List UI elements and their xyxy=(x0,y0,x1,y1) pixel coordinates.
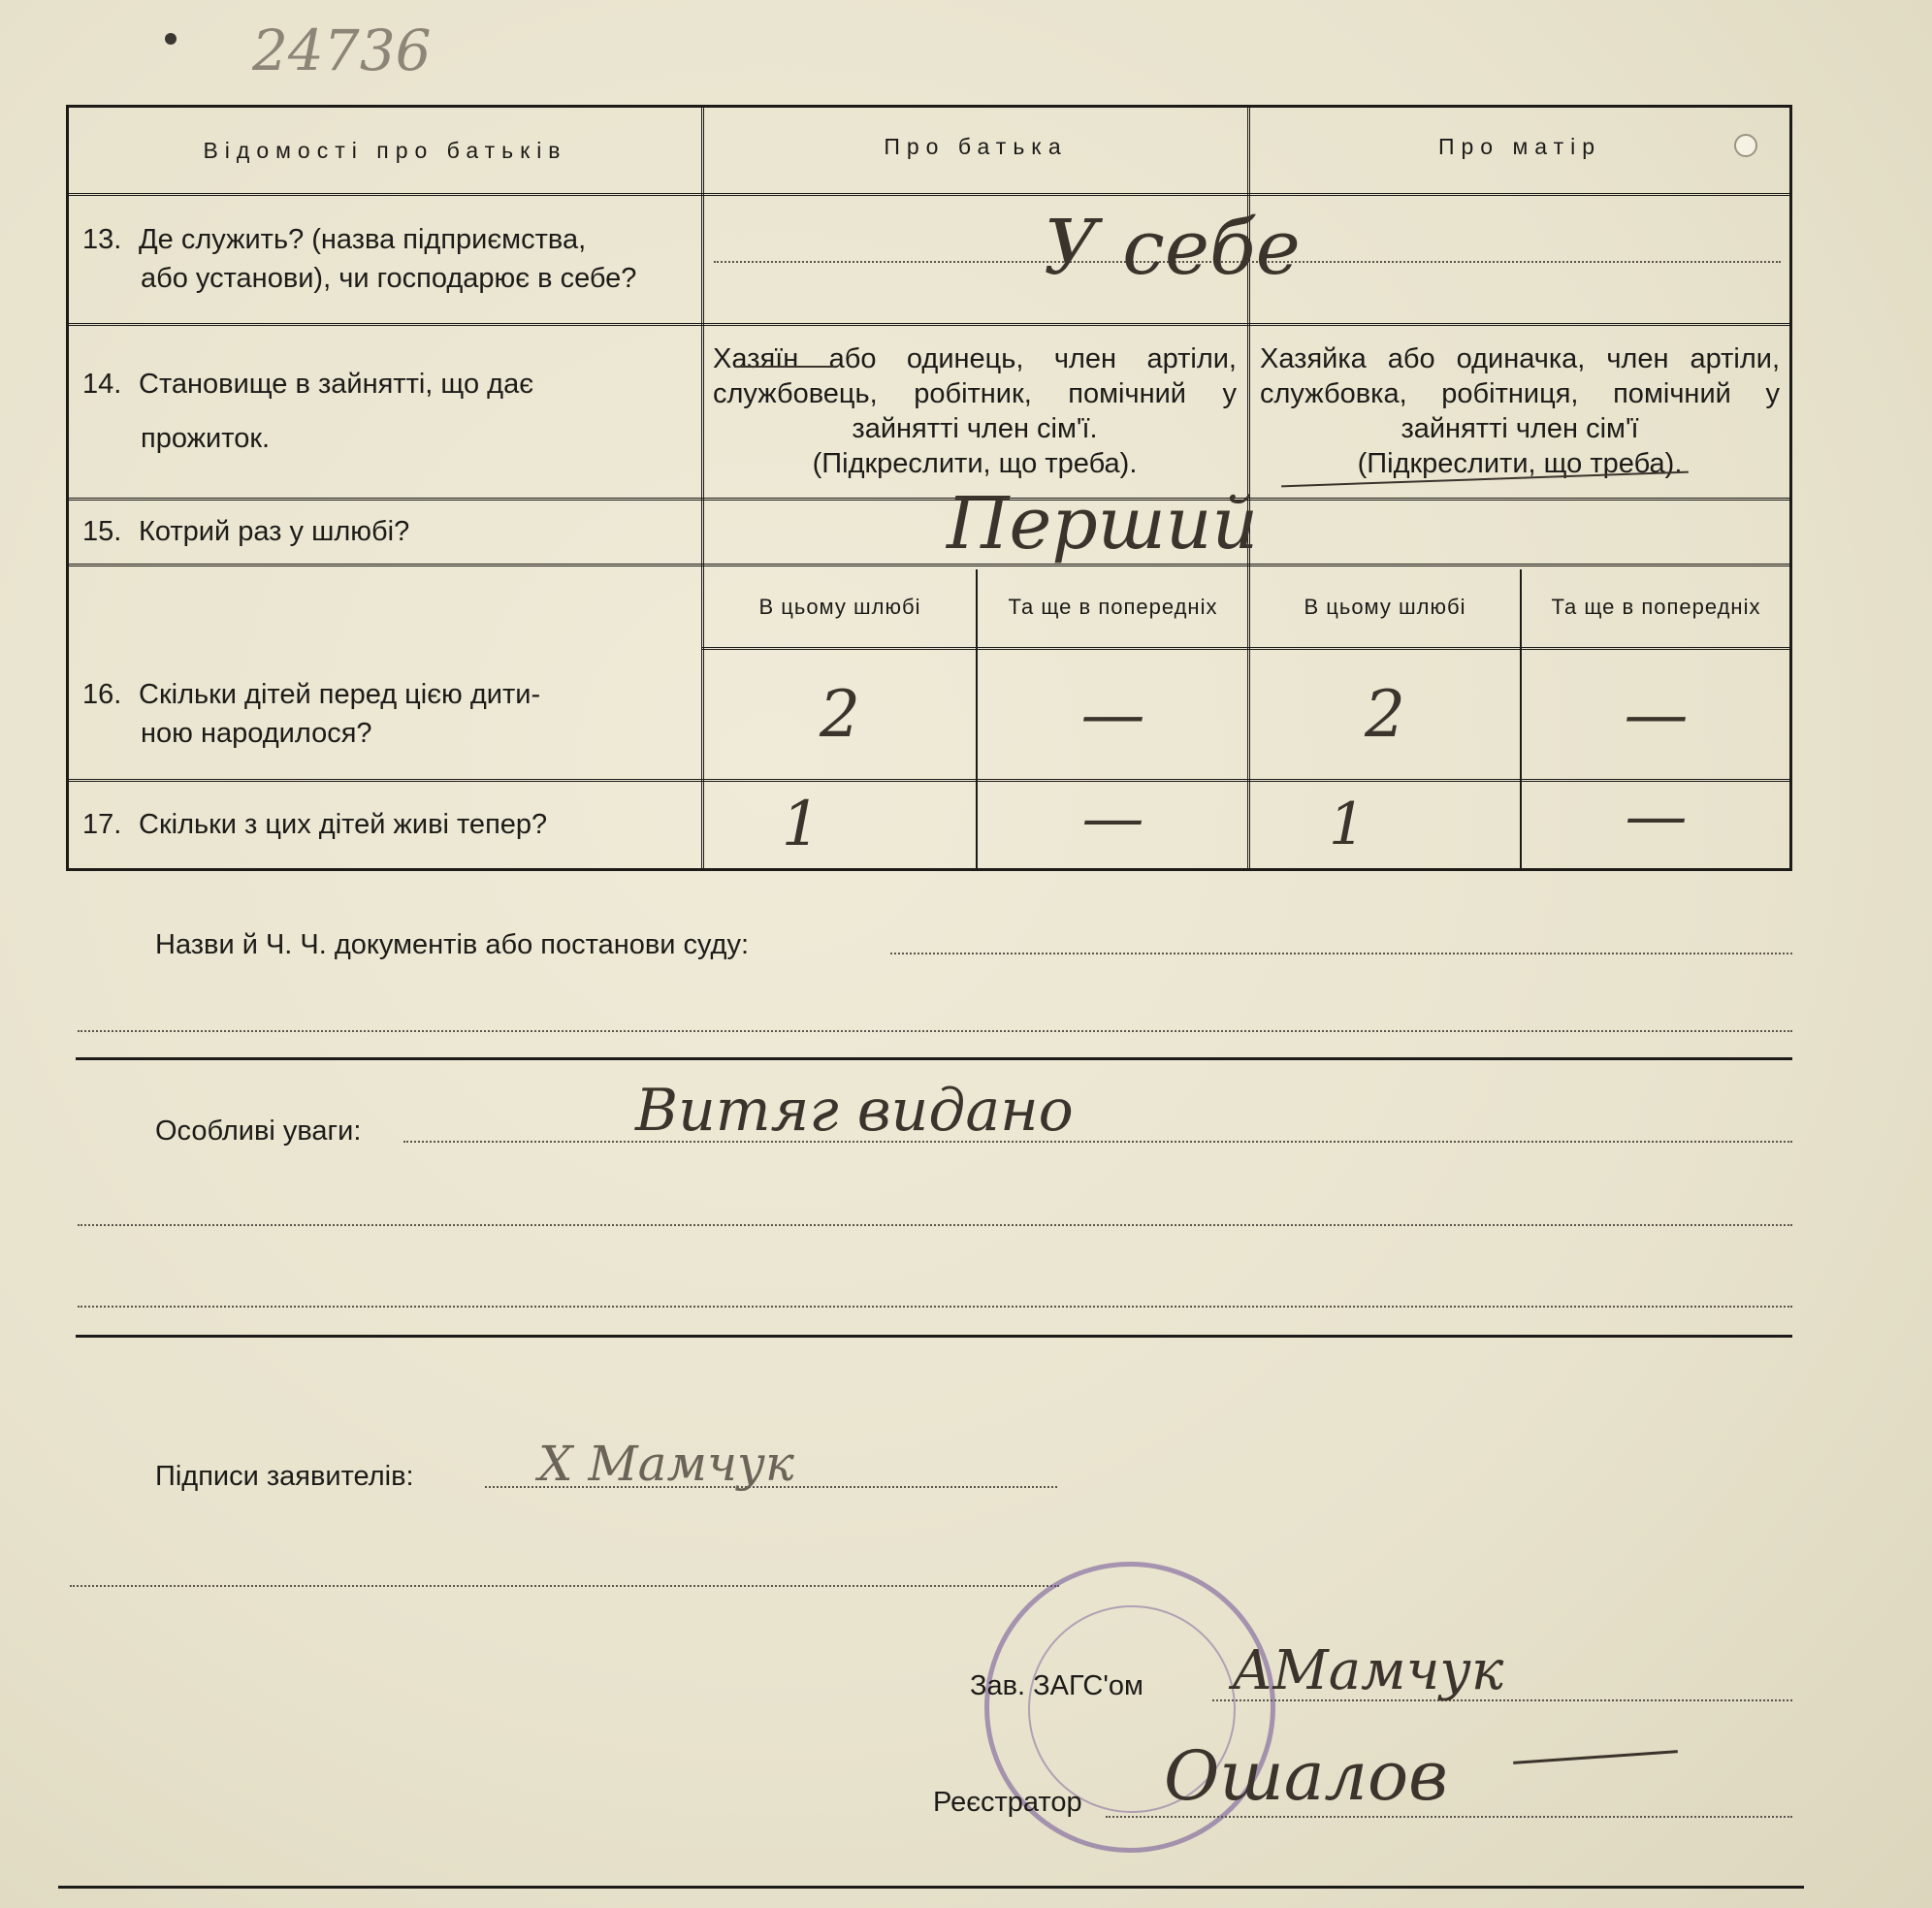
row-divider xyxy=(69,323,1789,326)
q16-mother-this: 2 xyxy=(1365,676,1405,752)
subheader-father-previous: Та ще в попередніх xyxy=(1008,595,1218,619)
answer-15: Перший xyxy=(947,482,1259,566)
head-signature: АМамчук xyxy=(1232,1639,1504,1702)
q17-mother-this: 1 xyxy=(1328,791,1367,858)
question-number: 14. xyxy=(82,369,122,400)
notes-line xyxy=(403,1141,1792,1143)
notes-label: Особливі уваги: xyxy=(155,1116,362,1147)
q16-father-this: 2 xyxy=(820,676,860,752)
punch-dot xyxy=(165,33,177,45)
question-text: прожиток. xyxy=(141,423,271,454)
head-label: Зав. ЗАГС'ом xyxy=(970,1670,1143,1701)
bottom-rule xyxy=(58,1886,1804,1889)
question-text: Де служить? (назва підприємства, xyxy=(139,224,587,255)
notes-line xyxy=(78,1306,1792,1308)
question-text: Скільки з цих дітей живі тепер? xyxy=(139,809,548,840)
question-17 xyxy=(82,783,699,866)
father-occupation-options xyxy=(713,327,1237,496)
row-divider xyxy=(701,647,1789,650)
signatures-label: Підписи заявителів: xyxy=(155,1461,414,1492)
subcolumn-divider xyxy=(976,569,978,868)
row-divider xyxy=(69,564,1789,566)
options-text: Хазяїн або одинець, член артіли, службовець, робітник, помічний у зайнятті член сім'ї. xyxy=(713,343,1237,444)
subheader-father-this-marriage: В цьому шлюбі xyxy=(758,595,921,619)
signature-stroke xyxy=(1513,1750,1678,1764)
applicant-signature: Х Мамчук xyxy=(538,1436,794,1492)
question-number: 13. xyxy=(82,224,122,255)
registrar-signature-line xyxy=(1106,1816,1792,1818)
section-rule xyxy=(76,1057,1792,1060)
documents-line xyxy=(78,1030,1792,1032)
question-text: ною народилося? xyxy=(141,718,372,749)
registrar-label: Реєстратор xyxy=(933,1787,1082,1818)
documents-line xyxy=(890,953,1792,954)
subheader-mother-previous: Та ще в попередніх xyxy=(1551,595,1761,619)
q17-father-previous: — xyxy=(1081,783,1144,855)
row-divider xyxy=(69,193,1789,196)
instruction-text: (Підкреслити, що треба). xyxy=(1357,448,1683,479)
question-number: 16. xyxy=(82,679,122,710)
question-16 xyxy=(82,651,699,777)
question-number: 17. xyxy=(82,809,122,840)
notes-line xyxy=(78,1224,1792,1226)
question-text: Становище в зайнятті, що дає xyxy=(139,369,533,400)
header-mother: Про матір xyxy=(1437,133,1602,159)
q17-father-this: 1 xyxy=(781,789,821,860)
header-parents-info: Відомості про батьків xyxy=(203,137,567,163)
header-father: Про батька xyxy=(884,133,1068,159)
row-divider xyxy=(69,498,1789,501)
notes-value: Витяг видано xyxy=(635,1077,1074,1145)
question-15 xyxy=(82,501,699,562)
q16-father-previous: — xyxy=(1080,676,1145,752)
question-text: Котрий раз у шлюбі? xyxy=(139,516,410,547)
subcolumn-divider xyxy=(1520,569,1522,868)
subheader-mother-this-marriage: В цьому шлюбі xyxy=(1304,595,1466,619)
archive-number: 24736 xyxy=(252,17,432,83)
question-14 xyxy=(82,327,699,496)
documents-label: Назви й Ч. Ч. документів або постанови суду: xyxy=(155,929,750,960)
q16-mother-previous: — xyxy=(1624,676,1689,752)
parents-info-table xyxy=(66,105,1792,871)
question-text: Скільки дітей перед цією дити- xyxy=(139,679,541,710)
mother-occupation-options xyxy=(1260,327,1780,496)
section-rule xyxy=(76,1335,1792,1338)
registrar-signature: Ошалов xyxy=(1164,1736,1448,1816)
q17-mother-previous: — xyxy=(1625,781,1688,853)
question-13 xyxy=(82,197,699,321)
question-text: або установи), чи господарює в себе? xyxy=(141,263,637,294)
question-number: 15. xyxy=(82,516,122,547)
options-text: Хазяйка або одиначка, член артіли, службовка, робітниця, помічний у зайнятті член сім'ї xyxy=(1260,343,1780,444)
handwritten-underline xyxy=(734,366,835,368)
instruction-text: (Підкреслити, що треба). xyxy=(812,448,1138,479)
signatures-line xyxy=(70,1585,1059,1587)
answer-13: У себе xyxy=(1044,205,1301,292)
